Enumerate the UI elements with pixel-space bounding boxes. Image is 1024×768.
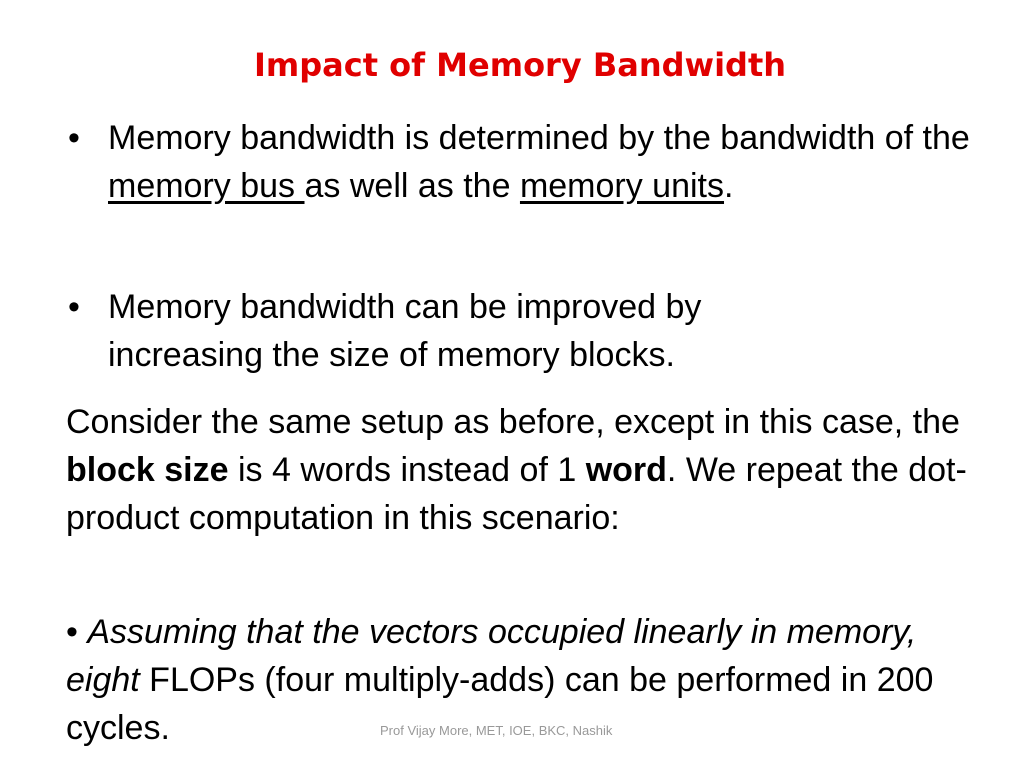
slide-footer: Prof Vijay More, MET, IOE, BKC, Nashik: [380, 723, 613, 738]
bullet-1-text-a: Memory bandwidth is determined by the bandwidth of the: [108, 119, 970, 157]
bullet-1: [108, 114, 988, 210]
memory-bus-term: memory bus: [108, 167, 305, 205]
bullet-marker-1: •: [68, 119, 80, 157]
consider-paragraph: [66, 398, 986, 542]
assumption-text: FLOPs (four multiply-adds) can be performed in 200 cycles.: [66, 661, 934, 747]
bullet-2: Memory bandwidth can be improved by increasing the size of memory blocks.: [108, 288, 702, 374]
slide-title: Impact of Memory Bandwidth: [253, 46, 787, 84]
bullet-1-text-c: .: [724, 167, 734, 205]
assumption-italic: Assuming that the vectors occupied linearly in memory, eight: [66, 613, 917, 699]
memory-units-term: memory units: [519, 167, 725, 205]
bullet-marker-2: •: [68, 288, 80, 326]
para-text-b: is 4 words instead of 1: [228, 451, 586, 489]
para-text-c: . We repeat the dot-product computation in this scenario:: [66, 451, 967, 537]
bullet-1-text-b: as well as the: [304, 167, 520, 205]
word-term: word: [585, 451, 667, 489]
bullet-marker-3: •: [66, 613, 88, 651]
para-text-a: Consider the same setup as before, except in this case, the: [66, 403, 960, 441]
block-size-term: block size: [66, 451, 229, 489]
